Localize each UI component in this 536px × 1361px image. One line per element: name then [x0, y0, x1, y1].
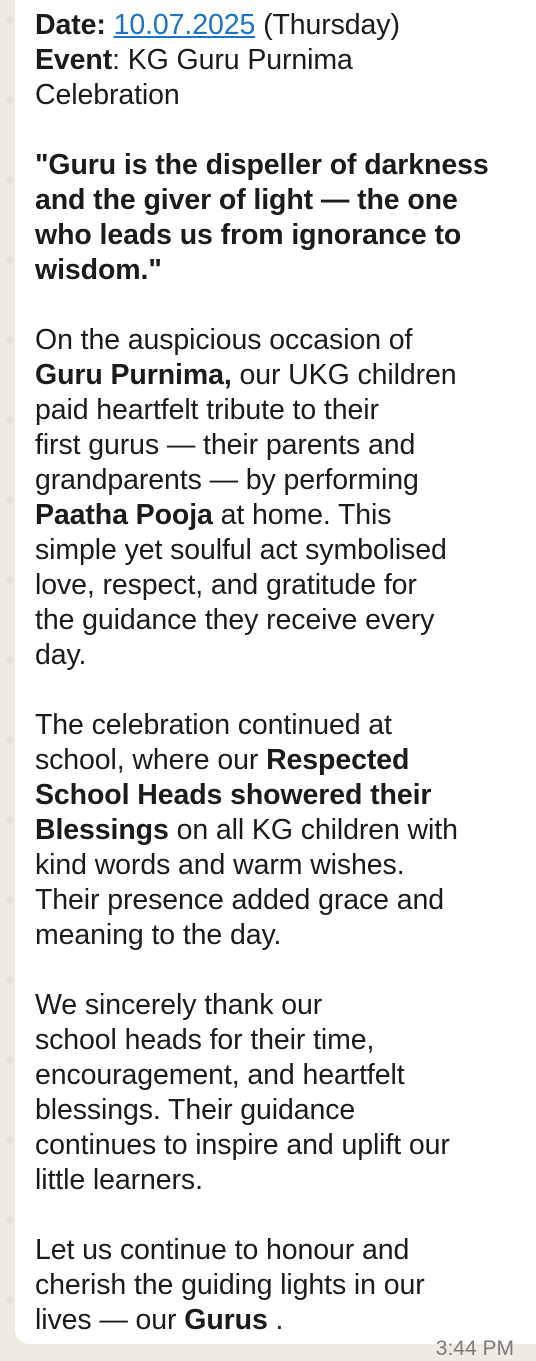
quote-line: "Guru is the dispeller of darkness — [35, 149, 489, 181]
paragraph-line: school heads for their time, — [35, 1024, 375, 1056]
message-timestamp: 3:44 PM — [435, 1337, 514, 1360]
paragraph-line: paid heartfelt tribute to their — [35, 394, 379, 426]
event-text-cont: Celebration — [35, 79, 180, 111]
paragraph-line: little learners. — [35, 1164, 203, 1196]
paragraph-line: simple yet soulful act symbolised — [35, 534, 447, 566]
quote-line: and the giver of light — the one — [35, 184, 458, 216]
paragraph-line: continues to inspire and uplift our — [35, 1129, 450, 1161]
quote-line: who leads us from ignorance to — [35, 219, 462, 251]
event-label: Event — [35, 44, 113, 76]
bold-text: Blessings — [35, 814, 169, 846]
bold-text: Paatha Pooja — [35, 499, 213, 531]
paragraph-line: grandparents — by performing — [35, 464, 419, 496]
paragraph-line: love, respect, and gratitude for — [35, 569, 417, 601]
paragraph-line: We sincerely thank our — [35, 989, 323, 1021]
event-line — [35, 43, 516, 78]
bold-text: Respected — [266, 744, 410, 776]
paragraph-line — [35, 743, 516, 778]
paragraph-line: On the auspicious occasion of — [35, 324, 413, 356]
paragraph-line: encouragement, and heartfelt — [35, 1059, 405, 1091]
text-span: on all KG children with — [168, 814, 458, 846]
text-span: . — [267, 1304, 284, 1336]
paragraph-line — [35, 358, 516, 393]
paragraph-line: first gurus — their parents and — [35, 429, 416, 461]
text-span: at home. This — [212, 499, 392, 531]
event-text: : KG Guru Purnima — [112, 44, 353, 76]
text-span: lives — our — [35, 1304, 185, 1336]
message-text — [35, 8, 516, 1338]
text-span: our UKG children — [231, 359, 457, 391]
bold-text: Guru Purnima, — [35, 359, 232, 391]
date-line — [35, 8, 516, 43]
bold-text: Gurus — [184, 1304, 268, 1336]
paragraph-line: School Heads showered their — [35, 779, 432, 811]
paragraph-line — [35, 1303, 516, 1338]
paragraph-line: Let us continue to honour and — [35, 1234, 410, 1266]
paragraph-line — [35, 813, 516, 848]
message-bubble[interactable] — [15, 0, 536, 1344]
paragraph-line: the guidance they receive every — [35, 604, 435, 636]
paragraph-line: day. — [35, 639, 87, 671]
paragraph-line — [35, 498, 516, 533]
paragraph-line: blessings. Their guidance — [35, 1094, 356, 1126]
paragraph-line: meaning to the day. — [35, 919, 282, 951]
date-day: (Thursday) — [263, 9, 400, 41]
paragraph-line: Their presence added grace and — [35, 884, 444, 916]
paragraph-line: cherish the guiding lights in our — [35, 1269, 425, 1301]
date-label: Date: — [35, 9, 106, 41]
paragraph-line: kind words and warm wishes. — [35, 849, 405, 881]
text-span: school, where our — [35, 744, 267, 776]
quote-line: wisdom." — [35, 254, 162, 286]
date-link[interactable]: 10.07.2025 — [113, 9, 256, 41]
paragraph-line: The celebration continued at — [35, 709, 392, 741]
